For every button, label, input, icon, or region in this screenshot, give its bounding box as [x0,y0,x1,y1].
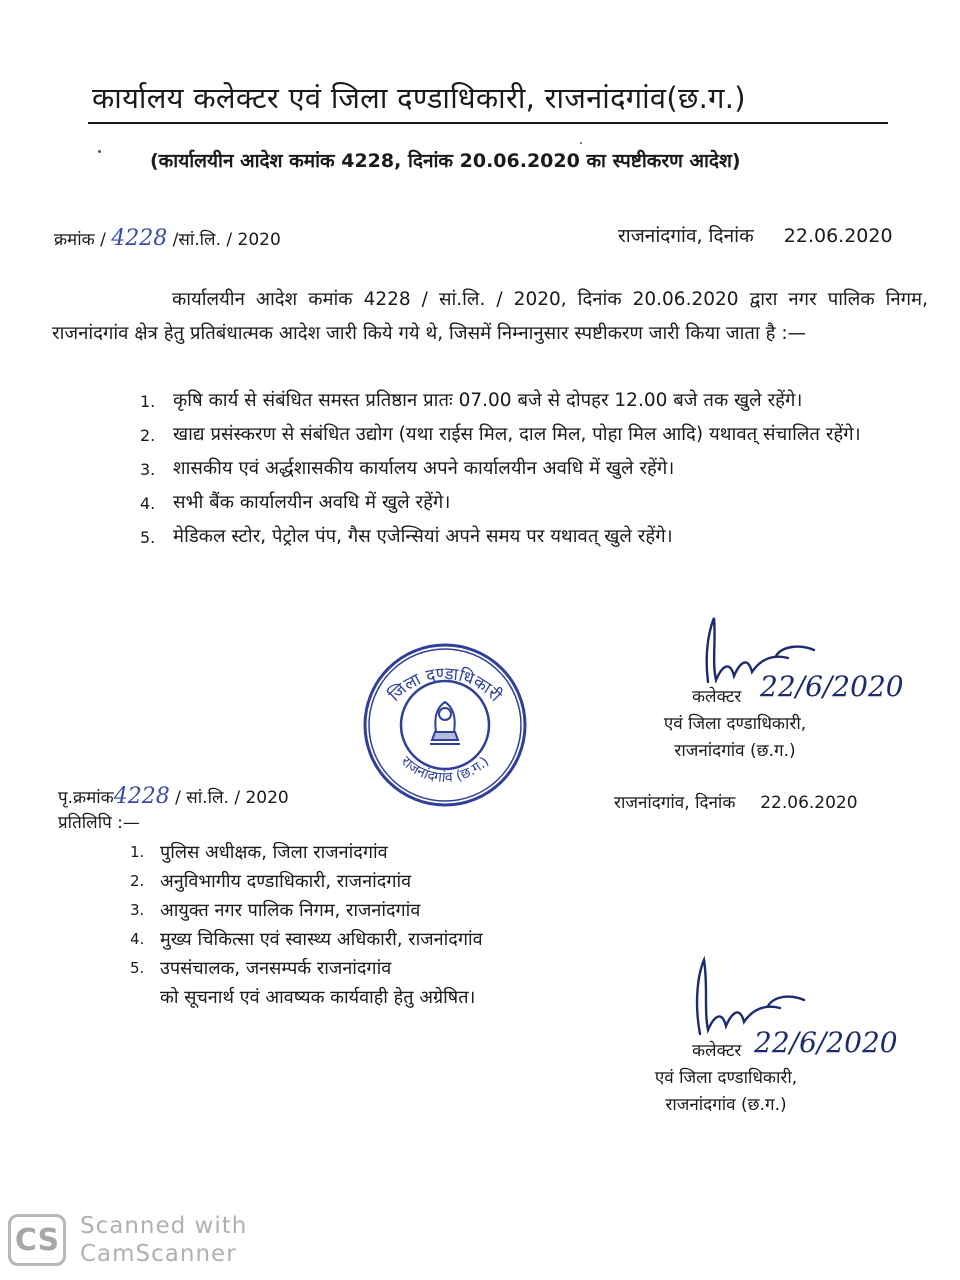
item-number: 5. [140,528,156,547]
scan-speck [98,150,101,153]
copy-closing: को सूचनार्थ एवं आवष्यक कार्यवाही हेतु अग्रेषित। [160,987,476,1008]
copy-label: प्रतिलिपि :— [58,813,140,833]
copy-date-value: 22.06.2020 [760,793,858,813]
item-number: 1. [140,392,156,411]
signature-2-date: 22/6/2020 [754,1026,898,1059]
list-item [130,896,483,925]
signature-1-date: 22/6/2020 [760,670,904,703]
item-text: उपसंचालक, जनसम्पर्क राजनांदगांव [160,958,392,979]
item-text: कृषि कार्य से संबंधित समस्त प्रतिष्ठान प्रातः 07.00 बजे से दोपहर 12.00 बजे तक खुले रहेंगे। [173,390,803,411]
body-paragraph-text: कार्यालयीन आदेश कमांक 4228 / सां.लि. / 2020, दिनांक 20.06.2020 द्वारा नगर पालिक निगम, राजनांदगांव क्षेत्र हेतु प्रतिबंधात्मक आदेश जारी किये गये थे, जिसमें निम्नानुसार स्पष्टीकरण जारी किया जाता है :— [52,289,928,344]
list-item [130,983,483,1012]
order-date-value: 22.06.2020 [783,225,893,247]
item-text: शासकीय एवं अर्द्धशासकीय कार्यालय अपने कार्यालयीन अवधि में खुले रहेंगे। [173,458,675,479]
camscanner-watermark [8,1212,247,1268]
order-ref [54,226,281,251]
item-number: 1. [130,843,145,861]
copy-date [614,790,858,813]
order-ref-number: 4228 [111,226,168,251]
watermark-line1: Scanned with [80,1213,248,1239]
camscanner-text [80,1212,247,1268]
item-number: 4. [140,494,156,513]
title-underline [88,122,888,124]
signature-1-place: राजनांदगांव (छ.ग.) [674,741,796,761]
list-item [130,838,483,867]
seal-bottom-text: राजनांदगांव (छ.ग.) [397,753,493,787]
item-text: मुख्य चिकित्सा एवं स्वास्थ्य अधिकारी, राजनांदगांव [160,929,483,950]
copy-ref-suffix: / सां.लि. / 2020 [175,788,289,808]
list-item [130,925,483,954]
copy-ref-number: 4228 [113,784,170,809]
signature-2-title: कलेक्टर [692,1041,742,1061]
item-text: पुलिस अधीक्षक, जिला राजनांदगांव [160,842,388,863]
seal-top-text: जिला दण्डाधिकारी [385,663,506,706]
item-number: 5. [130,959,145,977]
office-title: कार्यालय कलेक्टर एवं जिला दण्डाधिकारी, राजनांदगांव(छ.ग.) [92,81,746,115]
order-items [140,384,930,554]
item-text: आयुक्त नगर पालिक निगम, राजनांदगांव [160,900,421,921]
item-number: 4. [130,930,145,948]
body-paragraph [52,283,928,351]
signature-2-block [626,1038,826,1119]
emblem-icon [430,702,460,744]
camscanner-logo-icon: CS [8,1214,66,1266]
list-item [130,954,483,983]
list-item [140,520,930,554]
copy-ref [58,784,289,809]
order-ref-prefix: क्रमांक / [54,230,106,250]
copy-place-date: राजनांदगांव, दिनांक [614,793,736,813]
order-place-date: राजनांदगांव, दिनांक [618,225,754,247]
list-item [140,486,930,520]
list-item [140,384,930,418]
list-item [140,452,930,486]
order-ref-suffix: /सां.लि. / 2020 [172,230,281,250]
list-item [140,418,930,452]
scan-speck [580,142,582,144]
copy-recipients [130,838,483,1012]
item-number: 3. [140,460,156,479]
order-date [618,222,893,248]
watermark-line2: CamScanner [80,1241,237,1267]
signature-2-designation: एवं जिला दण्डाधिकारी, [654,1068,798,1088]
official-seal [360,640,530,810]
item-text: मेडिकल स्टोर, पेट्रोल पंप, गैस एजेन्सियां अपने समय पर यथावत् खुले रहेंगे। [173,526,673,547]
signature-1-block [630,684,840,765]
item-number: 2. [130,872,145,890]
signature-1-title: कलेक्टर [692,687,742,707]
item-text: सभी बैंक कार्यालयीन अवधि में खुले रहेंगे। [173,492,451,513]
item-text: खाद्य प्रसंस्करण से संबंधित उद्योग (यथा राईस मिल, दाल मिल, पोहा मिल आदि) यथावत् संचालित रहेंगे। [173,424,861,445]
item-number: 2. [140,426,156,445]
signature-2-place: राजनांदगांव (छ.ग.) [665,1095,787,1115]
item-text: अनुविभागीय दण्डाधिकारी, राजनांदगांव [160,871,412,892]
order-subtitle: (कार्यालयीन आदेश कमांक 4228, दिनांक 20.06.2020 का स्पष्टीकरण आदेश) [150,150,741,172]
signature-1-designation: एवं जिला दण्डाधिकारी, [663,714,807,734]
copy-ref-prefix: पृ.क्रमांक [58,788,114,808]
item-number: 3. [130,901,145,919]
list-item [130,867,483,896]
